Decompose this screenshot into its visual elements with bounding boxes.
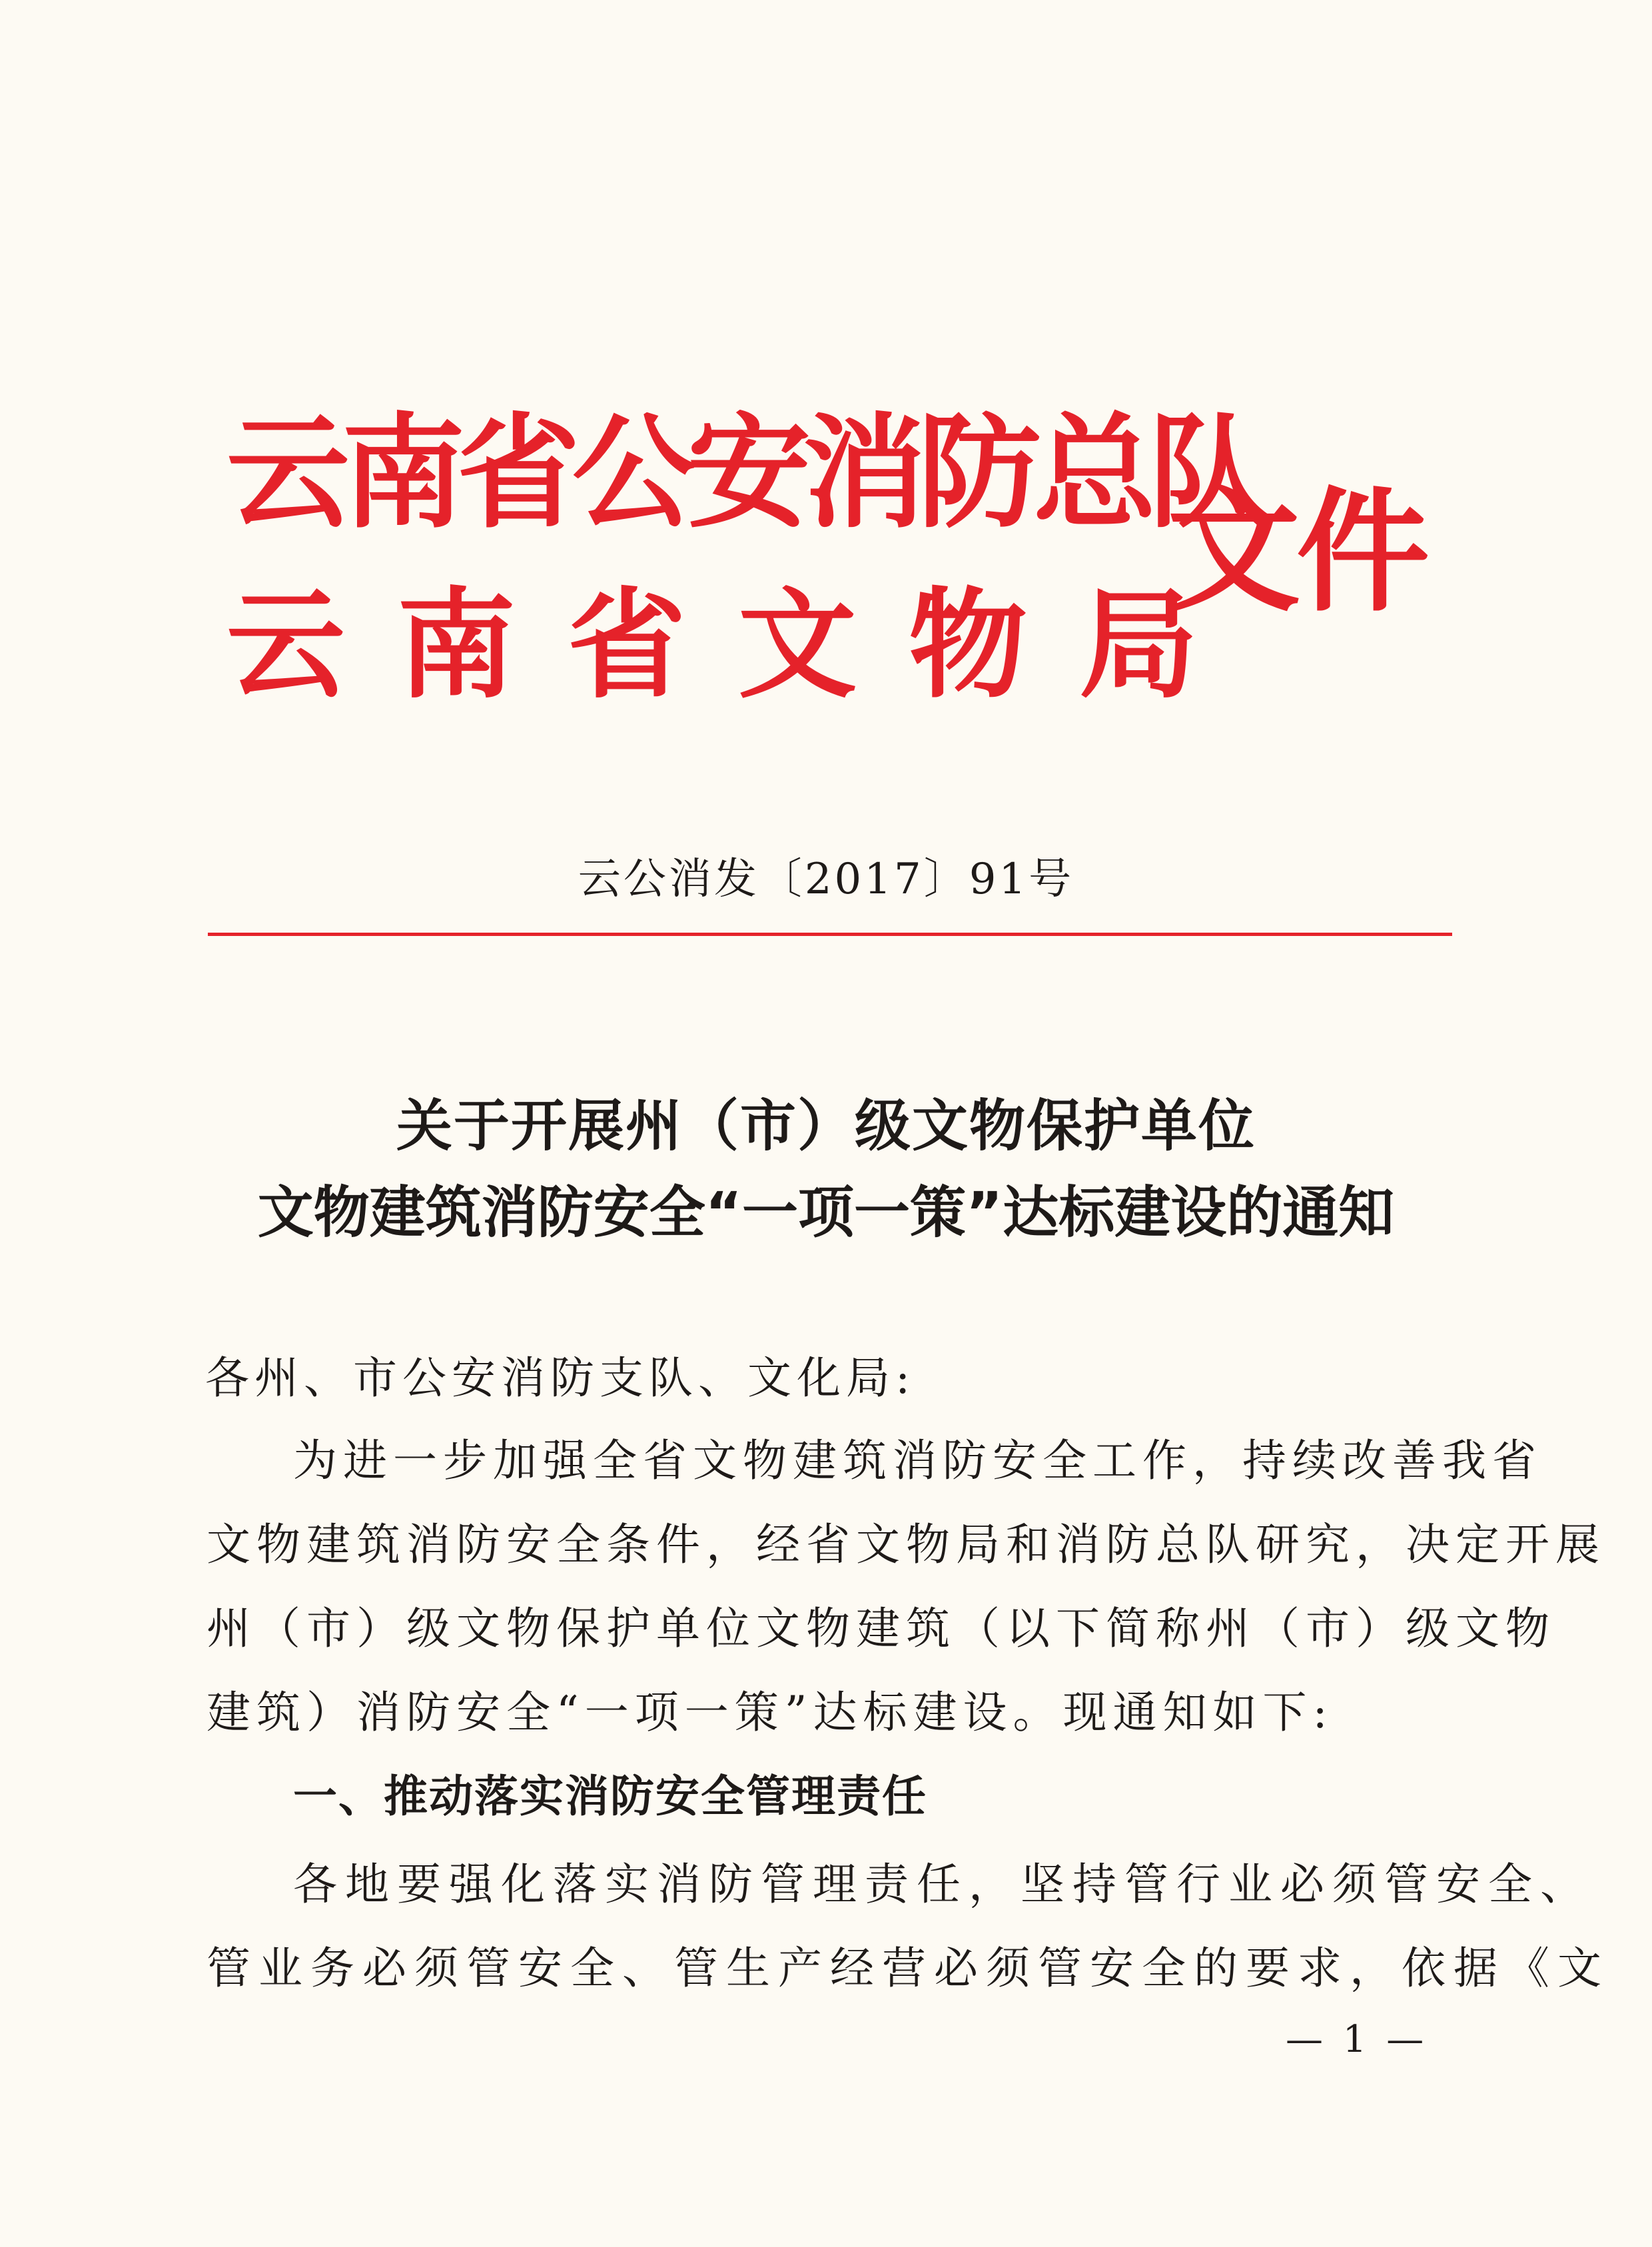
- paragraph-1-line-3: 州（市）级文物保护单位文物建筑（以下简称州（市）级文物: [206, 1603, 1555, 1654]
- section-1-heading: 一、推动落实消防安全管理责任: [293, 1771, 927, 1822]
- paragraph-1-line-2: 文物建筑消防安全条件，经省文物局和消防总队研究，决定开展: [206, 1519, 1605, 1570]
- paragraph-1-line-4: 建筑）消防安全“一项一策”达标建设。现通知如下:: [206, 1687, 1334, 1738]
- paragraph-1-line-1: 为进一步加强全省文物建筑消防安全工作，持续改善我省: [293, 1435, 1542, 1486]
- document-number: 云公消发〔2017〕91号: [578, 855, 1074, 904]
- document-title-line-2: 文物建筑消防安全“一项一策”达标建设的通知: [257, 1180, 1395, 1245]
- page-number: — 1 —: [1286, 2018, 1428, 2061]
- salutation: 各州、市公安消防支队、文化局:: [205, 1352, 916, 1404]
- paragraph-2-line-1: 各地要强化落实消防管理责任，坚持管行业必须管安全、: [293, 1859, 1592, 1910]
- paragraph-2-line-2: 管业务必须管安全、管生产经营必须管安全的要求，依据《文: [206, 1943, 1609, 1994]
- issuer-cultural-relics-bureau: 云南省文物局: [226, 576, 1250, 714]
- red-separator-line: [208, 933, 1452, 936]
- document-label: 文件: [1167, 475, 1426, 630]
- issuer-fire-brigade: 云南省公安消防总队: [226, 401, 1264, 545]
- document-title-line-1: 关于开展州（市）级文物保护单位: [396, 1093, 1256, 1158]
